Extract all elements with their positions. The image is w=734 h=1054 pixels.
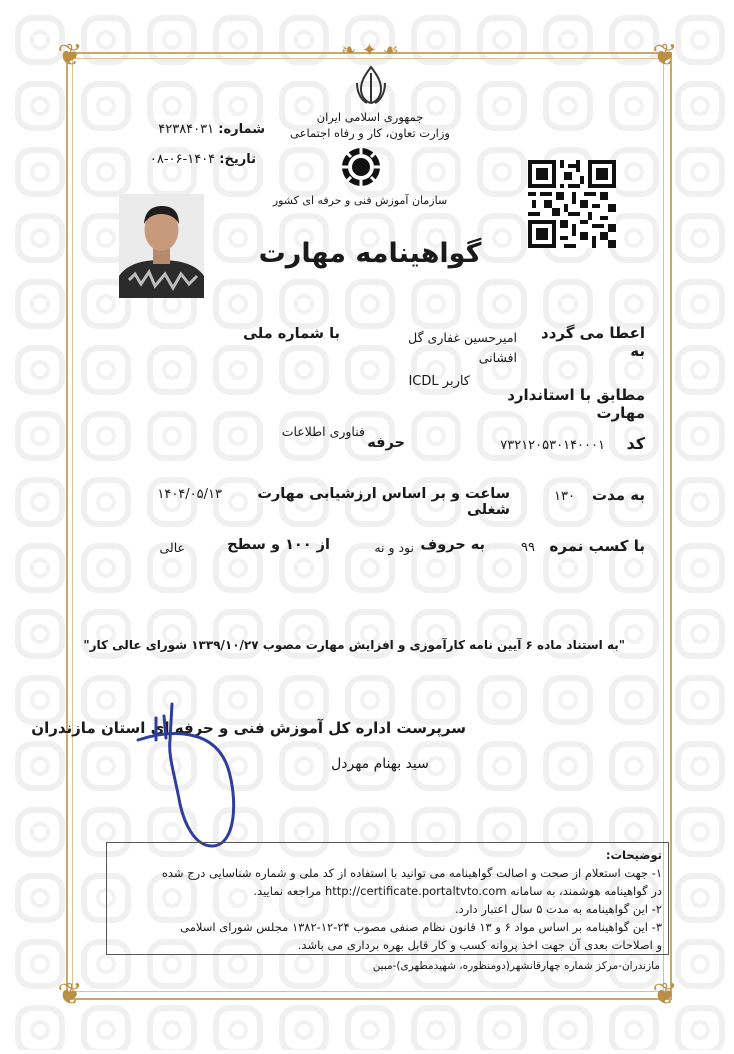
notes-box (106, 842, 669, 955)
note-line-4: ۳- این گواهینامه بر اساس مواد ۶ و ۱۳ قانون نظام صنفی مصوب ۲۴-۱۲-۱۳۸۲ مجلس شورای اسلامی (180, 920, 662, 934)
signatory-title: سرپرست اداره کل آموزش فنی و حرفه ای استان مازندران (31, 719, 466, 737)
number-row (110, 122, 265, 137)
trade-label: حرفه (367, 435, 405, 451)
date-label: تاریخ: (219, 152, 256, 167)
hours-label: ساعت و بر اساس ارزشیابی مهارت شغلی (257, 486, 510, 518)
tvto-logo-icon (340, 146, 382, 188)
qr-code-icon (528, 160, 616, 248)
number-value: ۴۲۳۸۴۰۳۱ (158, 122, 215, 137)
ministry-name: وزارت تعاون، کار و رفاه اجتماعی (290, 126, 450, 140)
standard-value: کاربر ICDL (408, 374, 470, 389)
score-value: ۹۹ (521, 540, 535, 555)
level-value: عالی (159, 540, 185, 555)
signatory-name: سید بهنام مهردل (331, 756, 429, 772)
corner-ornament-icon: ❦ (652, 38, 678, 73)
code-value: ۷۳۲۱۲۰۵۳۰۱۴۰۰۰۱ (500, 438, 605, 453)
duration-label: به مدت (592, 486, 645, 504)
corner-ornament-icon: ❦ (57, 977, 83, 1012)
level-label: از ۱۰۰ و سطح (227, 537, 330, 553)
holder-name-line1: امیرحسین غفاری گل (408, 330, 517, 345)
date-value: ۱۴۰۴-۰۶-۰۸ (149, 152, 216, 167)
holder-photo (119, 194, 204, 298)
signature (120, 696, 270, 856)
legal-basis: "به استناد ماده ۶ آیین نامه کارآموزی و افزایش مهارت مصوب ۱۳۳۹/۱۰/۲۷ شورای عالی کار" (83, 638, 625, 652)
note-line-2: در گواهینامه هوشمند، به سامانه http://certificate.portaltvto.com مراجعه نمایید. (253, 884, 662, 898)
number-label: شماره: (218, 122, 265, 137)
letters-label: به حروف (420, 537, 485, 553)
iran-emblem-icon (349, 63, 393, 107)
handwritten-signature-icon (120, 696, 270, 856)
notes-heading: توضیحات: (605, 848, 662, 862)
holder-name-line2: افشانی (478, 350, 517, 365)
note-line-1: ۱- جهت استعلام از صحت و اصالت گواهینامه می توانید با استفاده از کد ملی و شماره شناسایی درج شده (161, 866, 662, 880)
note-line-3: ۲- این گواهینامه به مدت ۵ سال اعتبار دارد. (455, 902, 662, 916)
awarded-label: اعطا می گردد به (541, 324, 645, 360)
person-portrait-icon (119, 194, 204, 298)
letters-value: نود و نه (374, 540, 414, 555)
organization-name: سازمان آموزش فنی و حرفه ای کشور (272, 194, 448, 207)
holder-name (385, 328, 517, 368)
duration-value: ۱۳۰ (554, 489, 575, 504)
code-label: کد (626, 434, 645, 453)
iran-emblem (349, 63, 393, 107)
tvto-logo (340, 146, 382, 188)
top-ornament-icon: ❧ ✦ ☙ (341, 40, 399, 61)
certificate-title: گواهینامه مهارت (258, 238, 482, 269)
date-row (96, 152, 256, 167)
score-label: با کسب نمره (549, 537, 645, 555)
corner-ornament-icon: ❦ (57, 38, 83, 73)
trade-value: فناوری اطلاعات (281, 424, 365, 439)
standard-label: مطابق با استاندارد مهارت (507, 386, 645, 422)
republic-name: جمهوری اسلامی ایران (316, 110, 424, 124)
note-line-5: و اصلاحات بعدی آن جهت اخذ پروانه کسب و کار قابل بهره برداری می باشد. (297, 938, 662, 952)
corner-ornament-icon: ❦ (652, 977, 678, 1012)
national-id-label: با شماره ملی (243, 326, 340, 342)
evaluation-date: ۱۴۰۴/۰۵/۱۳ (157, 487, 222, 502)
issuing-center: مازندران-مرکز شماره چهارقانشهر(دومنظوره، شهیدمطهری)-مبین (372, 960, 660, 972)
qr-code (528, 160, 616, 248)
